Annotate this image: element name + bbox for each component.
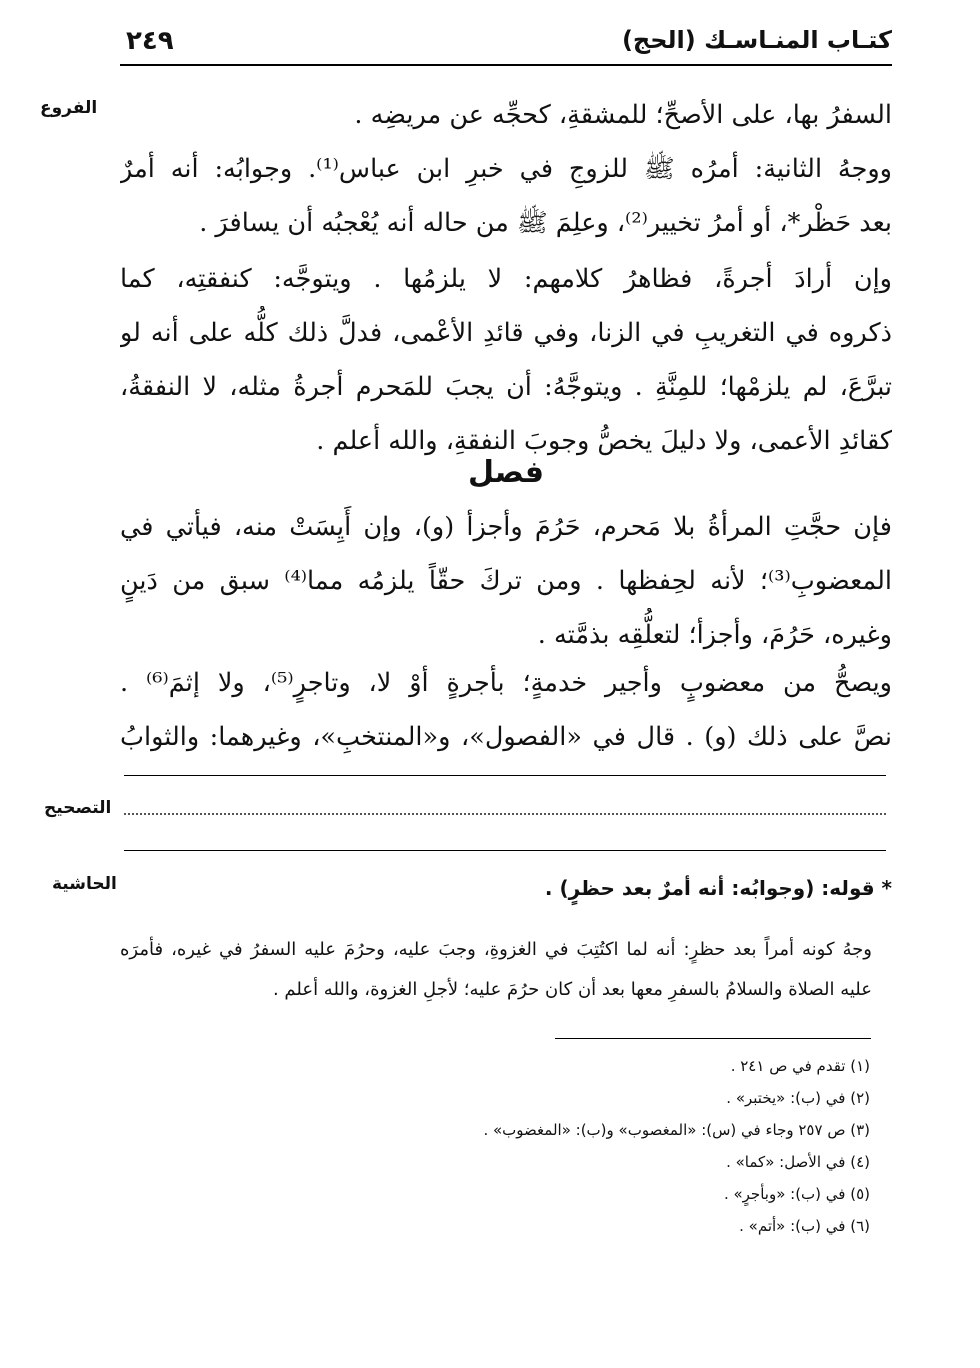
section-divider <box>124 850 886 851</box>
section-heading-fasl: فصل <box>468 455 544 490</box>
hashiya-body <box>120 930 872 1010</box>
page-header <box>120 26 892 66</box>
text-line: وإن أرادَ أجرةً، فظاهرُ كلامهم: لا يلزمُها . ويتوجَّه: كنفقتِه، كما <box>120 264 892 294</box>
section-divider <box>124 775 886 776</box>
footnote: (٤) في الأصل: «كما» . <box>726 1153 870 1171</box>
main-paragraph-2 <box>120 252 892 468</box>
hashiya-heading: * قوله: (وجوابُه: أنه أمرٌ بعد حظرٍ) . <box>544 876 892 900</box>
footnotes <box>300 1050 870 1242</box>
hashiya-line: وجهُ كونه أمراً بعد حظرٍ: أنه لما اكتُتِبَ في الغزوةِ، وجبَ عليه، وحرُمَ عليه السفرُ في غيره، فأمرَه <box>120 939 872 960</box>
text-line: وغيره، حَرُمَ، وأجزأ؛ لتعلُّقِه بذمَّته . <box>537 620 892 650</box>
header-rule <box>120 64 892 66</box>
text-line: نصَّ على ذلك (و) . قال في «الفصول»، و«المنتخبِ»، وغيرهما: والثوابُ <box>120 722 892 752</box>
main-paragraph-1 <box>120 88 892 250</box>
footnote: (٥) في (ب): «وبأجرٍ» . <box>723 1185 870 1203</box>
tashih-dotted-line <box>124 813 886 815</box>
footnote: (٢) في (ب): «يختبر» . <box>726 1089 870 1107</box>
text-line: السفرُ بها، على الأصحِّ؛ للمشقةِ، كحجِّه عن مريضِه . <box>354 100 892 130</box>
text-line: ذكروه في التغريبِ في الزنا، وفي قائدِ الأعْمى، فدلَّ ذلك كلُّه على أنه لو <box>120 318 892 348</box>
footnote-divider <box>555 1038 871 1039</box>
hashiya-line: عليه الصلاة والسلامُ بالسفرِ معها بعد أن كان حرُمَ عليه؛ لأجلِ الغزوة، والله أعلم . <box>272 979 872 1000</box>
text-line: بعد حَظْر*، أو أمرُ تخيير⁽²⁾، وعلِمَ ﷺ من حاله أنه يُعْجبُه أن يسافرَ . <box>199 208 892 238</box>
side-label-tashih: التصحيح <box>44 798 112 818</box>
main-paragraph-4 <box>120 656 892 764</box>
page-number: ٢٤٩ <box>126 26 174 56</box>
footnote: (١) تقدم في ص ٢٤١ . <box>730 1057 870 1075</box>
text-line: تبرَّعَ، لم يلزمْها؛ للمِنَّةِ . ويتوجَّهُ: أن يجبَ للمَحرم أجرةُ مثله، لا النفقةُ، <box>120 372 892 402</box>
side-label-hashiya: الحاشية <box>52 874 117 894</box>
text-line: المعضوبِ⁽³⁾؛ لأنه لحِفظها . ومن تركَ حقّاً يلزمُه مما⁽⁴⁾ سبق من دَينٍ <box>120 566 892 596</box>
text-line: ويصحُّ من معضوبٍ وأجير خدمةٍ؛ بأجرةٍ أوْ لا، وتاجرٍ⁽⁵⁾، ولا إثمَ⁽⁶⁾ . <box>120 668 892 698</box>
footnote: (٦) في (ب): «أتم» . <box>739 1217 870 1235</box>
main-paragraph-3 <box>120 500 892 662</box>
footnote: (٣) ص ٢٥٧ وجاء في (س): «المغصوب» و(ب): «المغضوب» . <box>483 1121 870 1139</box>
text-line: كقائدِ الأعمى، ولا دليلَ يخصُّ وجوبَ النفقةِ، والله أعلم . <box>316 426 892 456</box>
text-line: ووجهُ الثانية: أمرُه ﷺ للزوجِ في خبرِ ابن عباس⁽¹⁾. وجوابُه: أنه أمرٌ <box>120 154 892 184</box>
running-title: كتـاب المنـاسـك (الحج) <box>621 26 892 54</box>
text-line: فإن حجَّتِ المرأةُ بلا مَحرم، حَرُمَ وأجزأ (و)، وإن أَيِسَتْ منه، فيأتي في <box>120 512 892 542</box>
side-label-furu: الفروع <box>40 98 98 118</box>
